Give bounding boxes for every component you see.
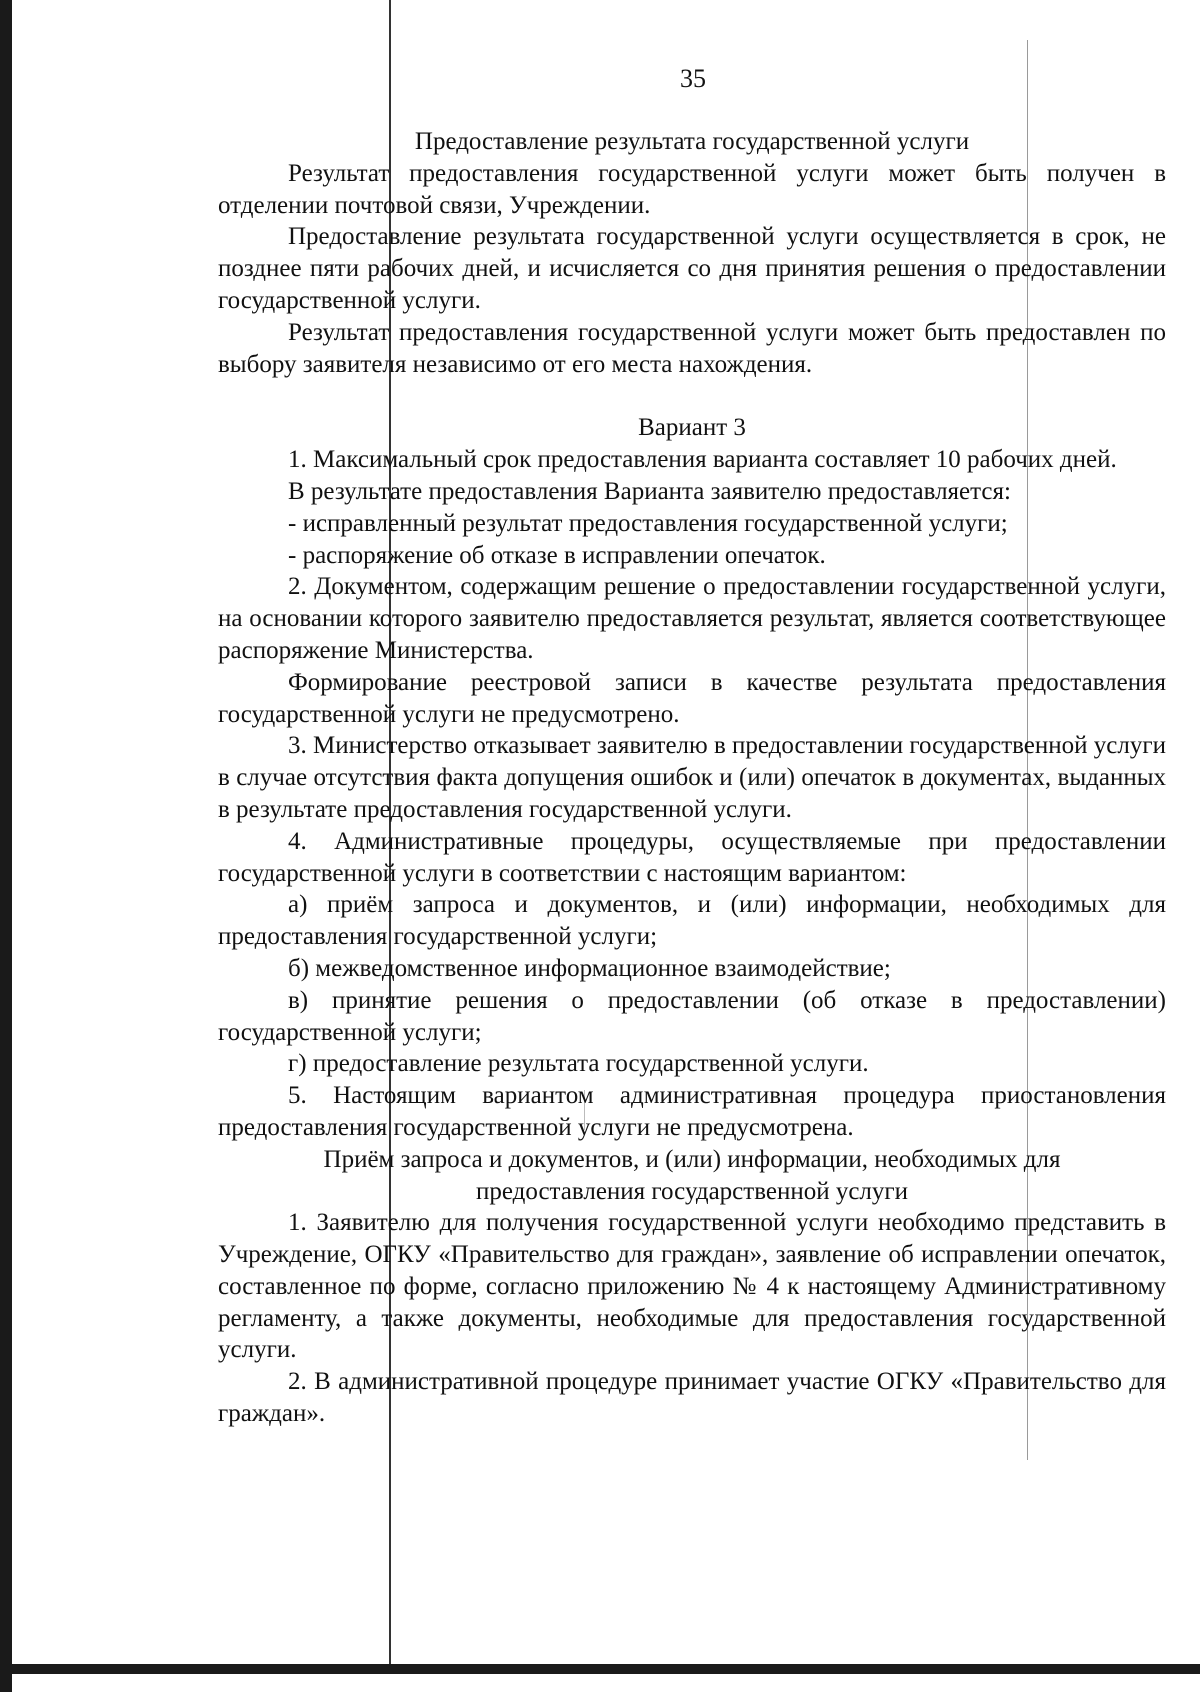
list-item: г) предоставление результата государственной услуги. (288, 1050, 869, 1078)
section-heading-request-line2: предоставления государственной услуги (475, 1177, 909, 1205)
section-heading-request: Приём запроса и документов, и (или) информации, необходимых для (323, 1145, 1061, 1173)
list-item: б) межведомственное информационное взаимодействие; (288, 954, 891, 982)
paragraph: Предоставление результата государственной услуги осуществляется в срок, не позднее пяти рабочих дней, и исчисляется со дня принятия решения о предоставлении государственной услуги. (218, 223, 1166, 314)
scan-bottom-border (0, 1664, 1200, 1674)
paragraph: 4. Административные процедуры, осуществляемые при предоставлении государственной услуги в соответствии с настоящим вариантом: (218, 827, 1166, 887)
paragraph: 1. Заявителю для получения государственной услуги необходимо представить в Учреждение, ОГКУ «Правительство для граждан», заявление об исправлении опечаток, составленное по форме, согласно приложению № 4 к настоящему Административному регламенту, а также документы, необходимые для предоставления государственной услуги. (218, 1209, 1166, 1364)
paragraph: Формирование реестровой записи в качестве результата предоставления государственной услуги не предусмотрено. (218, 668, 1166, 728)
paragraph: В результате предоставления Варианта заявителю предоставляется: (288, 477, 1011, 505)
paragraph: 2. В административной процедуре принимает участие ОГКУ «Правительство для граждан». (218, 1368, 1166, 1428)
paragraph: 1. Максимальный срок предоставления варианта составляет 10 рабочих дней. (288, 446, 1117, 474)
paragraph: 5. Настоящим вариантом административная процедура приостановления предоставления государственной услуги не предусмотрена. (218, 1082, 1166, 1141)
list-item: в) принятие решения о предоставлении (об отказе в предоставлении) государственной услуги; (218, 986, 1166, 1046)
paragraph: 3. Министерство отказывает заявителю в предоставлении государственной услуги в случае отсутствия факта допущения ошибок и (или) опечаток в документах, выданных в результате предоставления государственной услуги. (218, 732, 1166, 823)
list-item: а) приём запроса и документов, и (или) информации, необходимых для предоставления государственной услуги; (218, 891, 1166, 951)
section-heading-result: Предоставление результата государственной услуги (414, 128, 970, 155)
spacer (218, 380, 1166, 412)
page-number: 35 (680, 64, 706, 93)
variant-heading: Вариант 3 (638, 414, 746, 442)
paragraph: Результат предоставления государственной услуги может быть получен в отделении почтовой связи, Учреждении. (218, 159, 1166, 219)
scan-left-border (0, 0, 12, 1692)
document-body (218, 126, 1166, 1430)
list-item: - распоряжение об отказе в исправлении опечаток. (288, 541, 826, 569)
paragraph: Результат предоставления государственной услуги может быть предоставлен по выбору заявителя независимо от его места нахождения. (218, 318, 1166, 378)
list-item: - исправленный результат предоставления государственной услуги; (288, 509, 1008, 537)
paragraph: 2. Документом, содержащим решение о предоставлении государственной услуги, на основании которого заявителю предоставляется результат, является соответствующее распоряжение Министерства. (218, 573, 1166, 664)
